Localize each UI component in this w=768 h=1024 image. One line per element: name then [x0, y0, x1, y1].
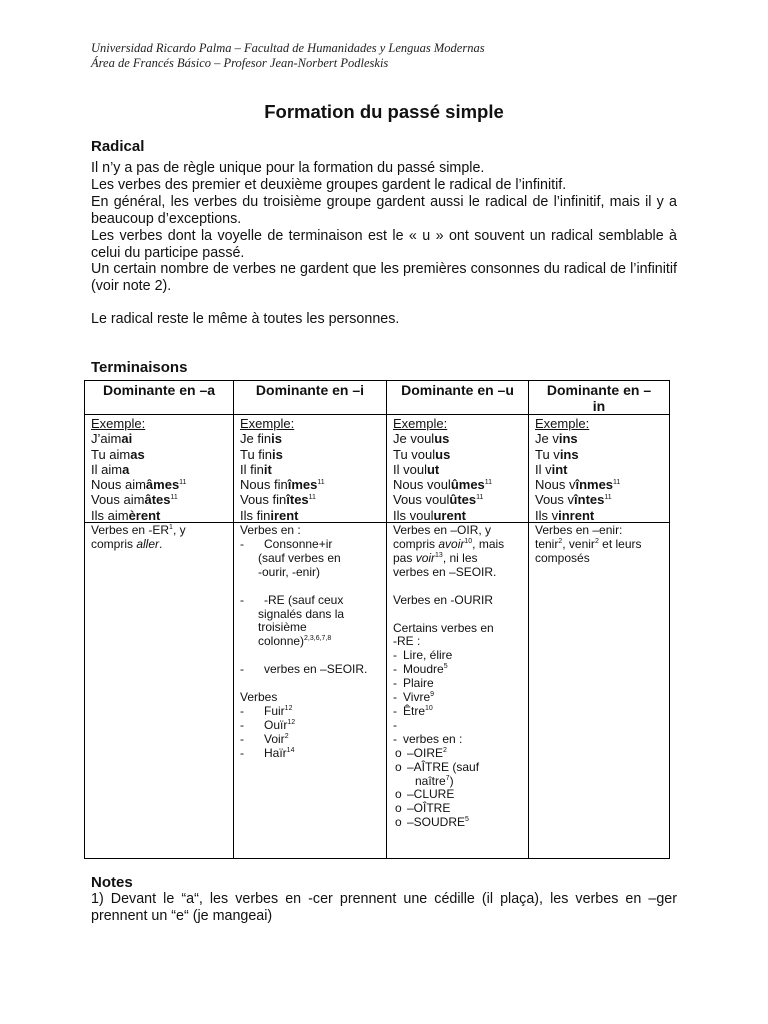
verbs-cell-i: Verbes en : - Consonne+ir (sauf verbes en -ourir, -enir) - -RE (sauf ceux signalés dans la troisième colonne)$^{2,3,6,7,8}$ - verbes en –SEOIR. Verbes - Fuir$^{12}$ - Ouïr$^{12}$ - Voir$^2$ - Haïr$^{14}$: [234, 523, 387, 858]
conjugation-line: Tu aimas: [91, 446, 145, 462]
examples-cell-in: [529, 415, 669, 522]
radical-text: [91, 160, 677, 295]
radical-paragraph: Les verbes des premier et deuxième groupes gardent le radical de l’infinitif.: [91, 176, 567, 193]
verbs-cell-a: Verbes en $-ER^1$, y compris aller.: [85, 523, 234, 858]
notes-heading: Notes: [91, 874, 133, 891]
conjugation-line: Il aima: [91, 461, 130, 477]
example-label: Exemple:: [393, 416, 448, 431]
column-header-in-line-2: in: [592, 398, 606, 414]
examples-cell-u: [387, 415, 529, 522]
conjugation-line: Ils vinrent: [535, 507, 595, 523]
conjugation-line: Vous aimâtes$^{11}$: [91, 492, 178, 508]
conjugation-line: Vous vîntes$^{11}$: [535, 492, 612, 508]
column-header-u: Dominante en –u: [387, 381, 529, 414]
column-header-a: Dominante en –a: [85, 381, 234, 414]
radical-paragraph: Les verbes dont la voyelle de terminaison est le « u » ont souvent un radical semblable à celui du participe passé.: [91, 227, 677, 261]
conjugation-line: Il finit: [240, 461, 272, 477]
conjugation-line: Vous voulûtes$^{11}$: [393, 492, 484, 508]
radical-paragraph: Il n’y a pas de règle unique pour la formation du passé simple.: [91, 160, 485, 176]
conjugation-line: Ils finirent: [240, 507, 299, 523]
radical-heading: Radical: [91, 138, 145, 155]
conjugation-line: Tu voulus: [393, 446, 451, 462]
conjugation-line: Ils voulurent: [393, 507, 466, 523]
conjugation-line: Nous finîmes$^{11}$: [240, 477, 325, 493]
examples-row: [85, 415, 669, 523]
radical-paragraph: Un certain nombre de verbes ne gardent que les premières consonnes du radical de l’infinitif (voir note 2).: [91, 261, 677, 295]
conjugation-line: Il vint: [535, 461, 568, 477]
conjugation-line: J’aimai: [91, 431, 133, 447]
page-title: Formation du passé simple: [264, 101, 504, 122]
radical-paragraph: En général, les verbes du troisième groupe gardent aussi le radical de l’infinitif, mais il y a beaucoup d’exceptions.: [91, 193, 677, 227]
conjugation-line: Nous voulûmes$^{11}$: [393, 477, 493, 493]
note-1: 1) Devant le “a“, les verbes en -cer prennent une cédille (il plaça), les verbes en –ger prennent un “e“ (je mangeai): [91, 891, 677, 924]
terminaisons-table: [84, 380, 670, 859]
conjugation-line: Nous aimâmes$^{11}$: [91, 477, 187, 493]
conjugation-line: Je vins: [535, 431, 578, 447]
conjugation-line: Nous vînmes$^{11}$: [535, 477, 621, 493]
conjugation-line: Je voulus: [393, 431, 450, 447]
column-header-i: Dominante en –i: [234, 381, 387, 414]
notes-text: [91, 891, 677, 925]
example-label: Exemple:: [91, 416, 146, 431]
conjugation-line: Il voulut: [393, 461, 440, 477]
examples-cell-a: [85, 415, 234, 522]
verbs-row: [85, 523, 669, 858]
examples-cell-i: [234, 415, 387, 522]
conjugation-line: Tu vins: [535, 446, 579, 462]
column-header-in-line-1: Dominante en –: [546, 382, 652, 398]
document-header: [91, 41, 485, 71]
example-label: Exemple:: [240, 416, 295, 431]
table-header-row: [85, 381, 669, 415]
conjugation-line: Ils aimèrent: [91, 507, 161, 523]
example-label: Exemple:: [535, 416, 590, 431]
verbs-cell-u: Verbes en –OIR, y compris avoir$^{10}$, mais pas voir$^{13}$, ni les verbes en –SEOIR. Verbes en -OURIR Certains verbes en -RE : - Lire, élire - Moudre$^5$ - Plaire - Vivre$^9$ - Être$^{10}$ - - verbes en : o –OIRE$^2$ o –AÎTRE (sauf naître$^7$) o –CLURE o –OÎTRE o –SOUDRE$^5$: [387, 523, 529, 858]
conjugation-line: Je finis: [240, 431, 282, 447]
header-line-2: Área de Francés Básico – Profesor Jean-Norbert Podleskis: [91, 56, 389, 70]
conjugation-line: Vous finîtes$^{11}$: [240, 492, 316, 508]
radical-note: Le radical reste le même à toutes les personnes.: [91, 311, 400, 327]
terminaisons-heading: Terminaisons: [91, 359, 188, 376]
column-header-in: [529, 381, 669, 414]
header-line-1: Universidad Ricardo Palma – Facultad de Humanidades y Lenguas Modernas: [91, 41, 485, 55]
conjugation-line: Tu finis: [240, 446, 283, 462]
verbs-cell-in: Verbes en –enir: tenir$^2$, venir$^2$ et leurs composés: [535, 523, 642, 565]
